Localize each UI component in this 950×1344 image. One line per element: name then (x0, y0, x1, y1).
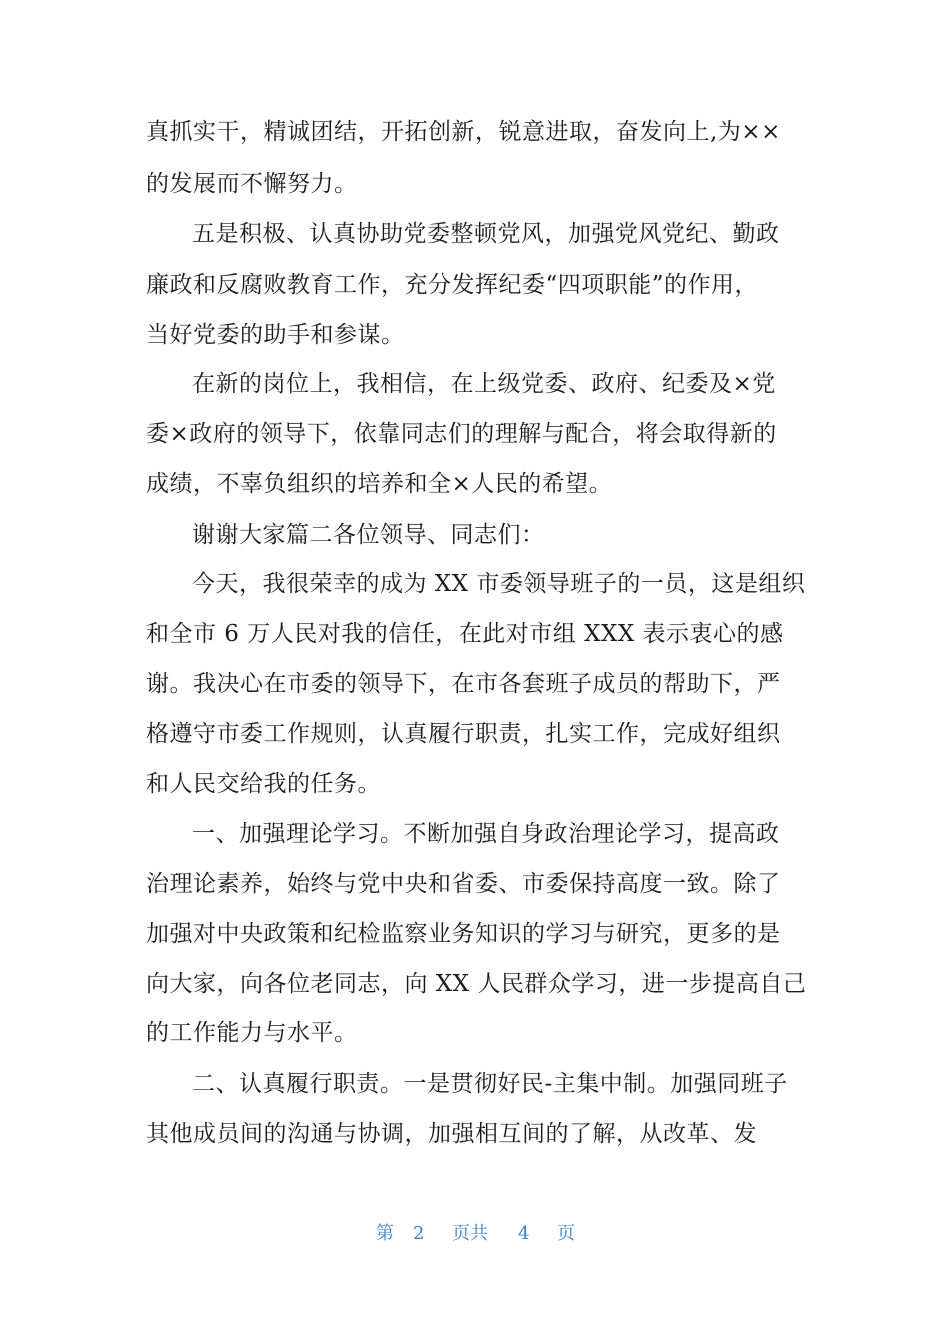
text-line-content: 治理论素养，始终与党中央和省委、市委保持高度一致。除了 (146, 871, 781, 897)
text-line-content: 和全市 6 万人民对我的信任，在此对市组 XXX 表示衷心的感 (146, 621, 784, 647)
text-line-content: 向大家，向各位老同志，向 XX 人民群众学习，进一步提高自己 (146, 971, 807, 997)
text-line-content: 其他成员间的沟通与协调，加强相互间的了解，从改革、发 (146, 1121, 757, 1147)
footer-total-pages: 4 (518, 1223, 530, 1244)
text-line-content: 五是积极、认真协助党委整顿党风，加强党风党纪、勤政 (192, 221, 780, 247)
text-line-content: 和人民交给我的任务。 (146, 771, 381, 797)
footer-ye-gong: 页共 (452, 1223, 488, 1244)
footer-di: 第 (376, 1223, 394, 1244)
text-line-content: 在新的岗位上，我相信，在上级党委、政府、纪委及×党 (192, 371, 776, 397)
text-line-content: 格遵守市委工作规则，认真履行职责，扎实工作，完成好组织 (146, 721, 781, 747)
text-line-content: 的工作能力与水平。 (146, 1020, 358, 1046)
text-line-content: 委×政府的领导下，依靠同志们的理解与配合，将会取得新的 (146, 421, 777, 447)
text-line-content: 谢。我决心在市委的领导下，在市各套班子成员的帮助下，严 (146, 671, 781, 697)
text-line-content: 今天，我很荣幸的成为 XX 市委领导班子的一员，这是组织 (192, 571, 806, 597)
text-line-content: 加强对中央政策和纪检监察业务知识的学习与研究，更多的是 (146, 921, 781, 947)
text-line-content: 成绩，不辜负组织的培养和全×人民的希望。 (146, 471, 613, 497)
text-line-content: 一、加强理论学习。不断加强自身政治理论学习，提高政 (192, 821, 780, 847)
text-line-content: 的发展而不懈努力。 (146, 171, 358, 197)
text-line-content: 真抓实干，精诚团结，开拓创新，锐意进取，奋发向上,为×× (146, 119, 781, 145)
text-line-content: 谢谢大家篇二各位领导、同志们： (192, 522, 545, 548)
text-line-content: 当好党委的助手和参谋。 (146, 322, 405, 348)
footer-ye: 页 (557, 1223, 575, 1244)
text-line-content: 廉政和反腐败教育工作，充分发挥纪委“四项职能”的作用， (146, 272, 759, 298)
footer-current-page: 2 (413, 1223, 425, 1244)
text-line-content: 二、认真履行职责。一是贯彻好民-主集中制。加强同班子 (192, 1071, 788, 1097)
page-footer (0, 1219, 950, 1249)
